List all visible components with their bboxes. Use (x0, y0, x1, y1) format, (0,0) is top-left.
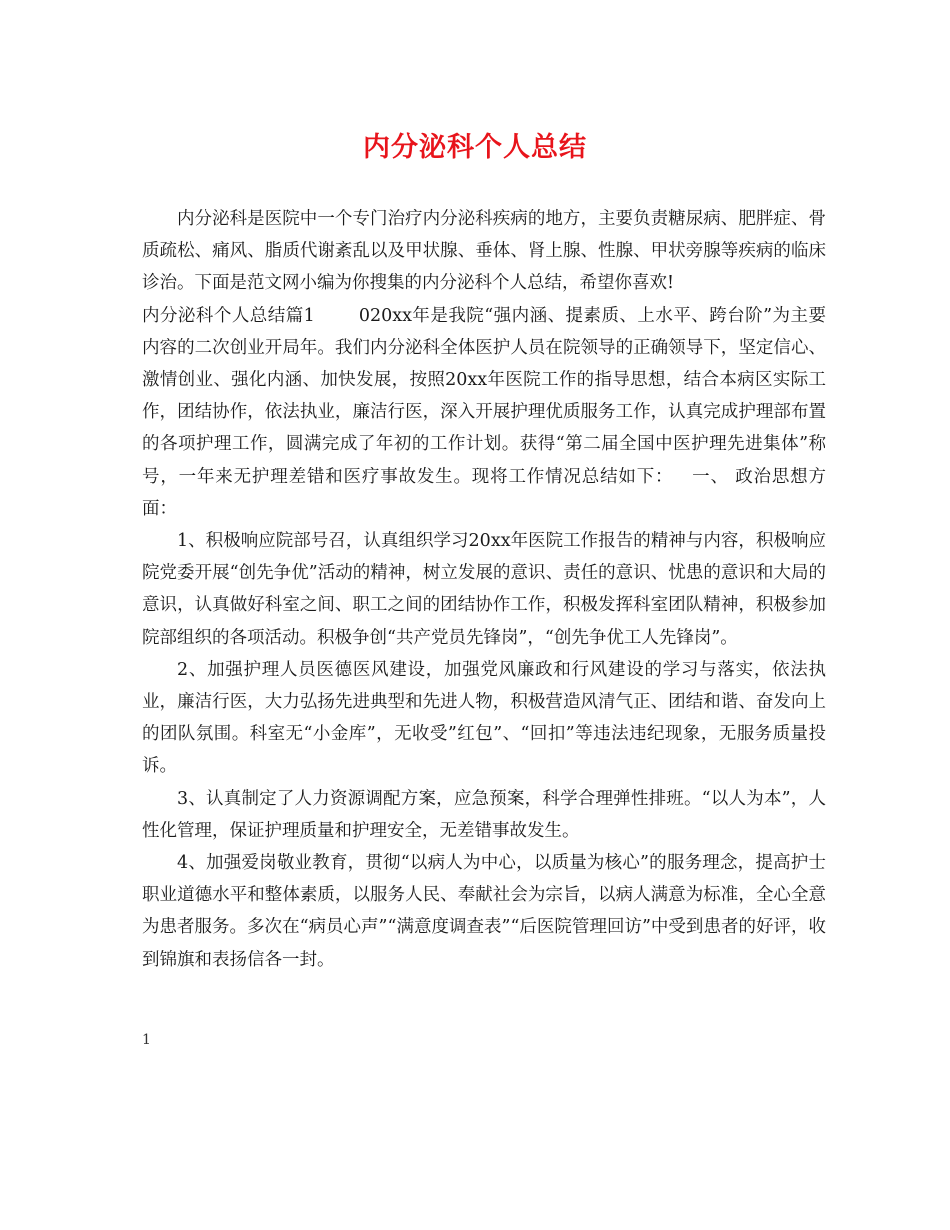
page-title: 内分泌科个人总结 (363, 132, 587, 163)
list-item: 4、加强爱岗敬业教育，贯彻“以病人为中心，以质量为核心”的服务理念，提高护士职业道德水平和整体素质，以服务人民、奉献社会为宗旨，以病人满意为标准，全心全意为患者服务。多次在“病员心声”“满意度调查表”“后医院管理回访”中受到患者的好评，收到锦旗和表扬信各一封。 (142, 853, 826, 970)
article-opening: 020xx年是我院“强内涵、提素质、上水平、跨台阶”为主要内容的二次创业开局年。我们内分泌科全体医护人员在院领导的正确领导下，坚定信心、激情创业、强化内涵、加快发展，按照20xx年医院工作的指导思想，结合本病区实际工作，团结协作，依法执业，廉洁行医，深入开展护理优质服务工作，认真完成护理部布置的各项护理工作，圆满完成了年初的工作计划。获得“第二届全国中医护理先进集体”称号，一年来无护理差错和医疗事故发生。现将工作情况总结如下： (142, 305, 826, 487)
list-item: 3、认真制定了人力资源调配方案，应急预案，科学合理弹性排班。“以人为本”，人性化管理，保证护理质量和护理安全，无差错事故发生。 (142, 788, 826, 841)
article-paragraph (142, 300, 826, 525)
intro-paragraph (142, 203, 826, 300)
document-body (142, 203, 826, 976)
section-heading: 一、 政治思想方面： (142, 466, 827, 519)
list-item: 2、加强护理人员医德医风建设，加强党风廉政和行风建设的学习与落实，依法执业，廉洁行医，大力弘扬先进典型和先进人物，积极营造风清气正、团结和谐、奋发向上的团队氛围。科室无“小金库”，无收受”红包”、“回扣”等违法违纪现象，无服务质量投诉。 (142, 659, 826, 777)
list-item: 1、积极响应院部号召，认真组织学习20xx年医院工作报告的精神与内容，积极响应院党委开展“创先争优”活动的精神，树立发展的意识、责任的意识、忧患的意识和大局的意识，认真做好科室之间、职工之间的团结协作工作，积极发挥科室团队精神，积极参加院部组织的各项活动。积极争创“共产党员先锋岗”，“创先争优工人先锋岗”。 (142, 531, 826, 648)
article-label: 内分泌科个人总结篇1 (142, 305, 315, 326)
intro-text: 内分泌科是医院中一个专门治疗内分泌科疾病的地方，主要负责糖尿病、肥胖症、骨质疏松、痛风、脂质代谢紊乱以及甲状腺、垂体、肾上腺、性腺、甲状旁腺等疾病的临床诊治。下面是范文网小编为你搜集的内分泌科个人总结，希望你喜欢! (142, 209, 826, 294)
page-number: 1 (142, 1032, 151, 1048)
